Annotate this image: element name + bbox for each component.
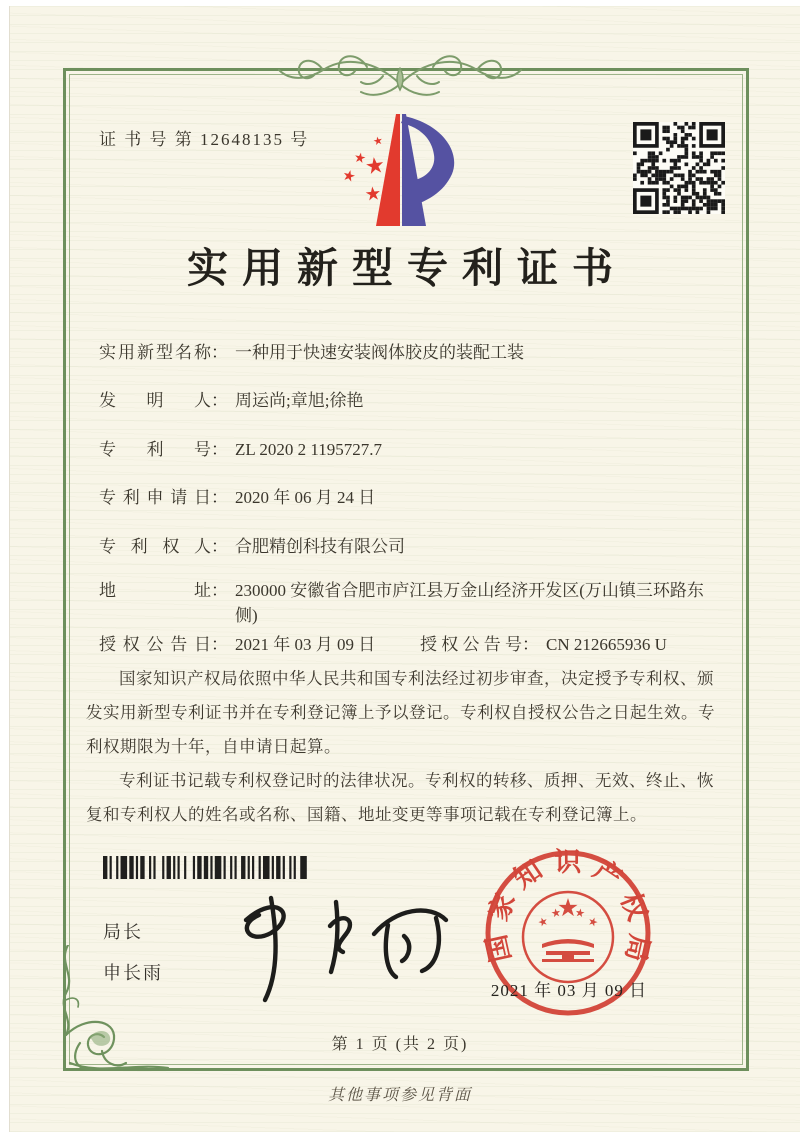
barcode bbox=[103, 856, 309, 879]
field-colon: ： bbox=[211, 391, 228, 410]
signatory-title: 局长 bbox=[103, 922, 143, 942]
scan-edge-left bbox=[0, 0, 10, 1132]
field-label: 授权公告号 bbox=[420, 635, 522, 654]
field-row-filing-date bbox=[99, 485, 375, 510]
field-label: 实用新型名称 bbox=[99, 343, 211, 362]
field-row-grant bbox=[99, 632, 719, 657]
page-number: 第 1 页 (共 2 页) bbox=[331, 1036, 469, 1053]
field-row-inventors bbox=[99, 388, 363, 413]
field-colon: ： bbox=[211, 537, 228, 556]
signature-handwriting bbox=[218, 888, 458, 1006]
field-row-address bbox=[99, 578, 705, 628]
signatory-name: 申长雨 bbox=[103, 963, 163, 983]
field-value: 2020 年 06 月 24 日 bbox=[235, 488, 376, 507]
qr-code bbox=[633, 122, 725, 214]
cnipa-logo bbox=[330, 108, 470, 233]
field-colon: ： bbox=[522, 635, 539, 654]
field-value: 周运尚;章旭;徐艳 bbox=[235, 391, 364, 410]
field-colon: ： bbox=[211, 440, 228, 459]
field-colon: ： bbox=[211, 488, 228, 507]
legal-text bbox=[86, 662, 718, 832]
field-value: ZL 2020 2 1195727.7 bbox=[235, 440, 383, 459]
seal-circular-text: 国家知识产权局 bbox=[481, 846, 655, 965]
top-flourish-ornament bbox=[275, 40, 525, 112]
seal-date: 2021 年 03 月 09 日 bbox=[490, 981, 648, 1000]
certificate-number: 证 书 号 第 12648135 号 bbox=[99, 130, 310, 149]
legal-paragraph-2: 专利证书记载专利权登记时的法律状况。专利权的转移、质押、无效、终止、恢复和专利权人的姓名或名称、国籍、地址变更等事项记载在专利登记簿上。 bbox=[86, 771, 714, 824]
field-label: 发明人 bbox=[99, 391, 211, 410]
legal-paragraph-1: 国家知识产权局依照中华人民共和国专利法经过初步审查，决定授予专利权、颁发实用新型专利证书并在专利登记簿上予以登记。专利权自授权公告之日起生效。专利权期限为十年，自申请日起算。 bbox=[86, 669, 715, 756]
certificate-title: 实用新型专利证书 bbox=[187, 245, 627, 291]
field-value: 一种用于快速安装阀体胶皮的装配工装 bbox=[235, 343, 524, 362]
signatory-block bbox=[103, 918, 163, 1000]
field-colon: ： bbox=[211, 581, 228, 600]
field-colon: ： bbox=[211, 343, 228, 362]
field-label: 授权公告日 bbox=[99, 635, 211, 654]
field-colon: ： bbox=[211, 635, 228, 654]
field-label: 地址 bbox=[99, 581, 211, 600]
scan-edge-top bbox=[0, 0, 800, 6]
field-value: 2021 年 03 月 09 日 bbox=[235, 635, 376, 654]
grant-number-group bbox=[420, 632, 667, 657]
field-value: CN 212665936 U bbox=[546, 635, 667, 654]
field-label: 专利号 bbox=[99, 440, 211, 459]
back-note: 其他事项参见背面 bbox=[327, 1087, 472, 1104]
field-row-name bbox=[99, 340, 524, 365]
field-row-patentee bbox=[99, 534, 405, 559]
field-value: 230000 安徽省合肥市庐江县万金山经济开发区(万山镇三环路东侧) bbox=[235, 581, 704, 625]
field-label: 专利申请日 bbox=[99, 488, 211, 507]
national-emblem bbox=[523, 892, 613, 982]
field-label: 专利权人 bbox=[99, 537, 211, 556]
field-row-patent-no bbox=[99, 437, 382, 462]
field-value: 合肥精创科技有限公司 bbox=[235, 537, 405, 556]
